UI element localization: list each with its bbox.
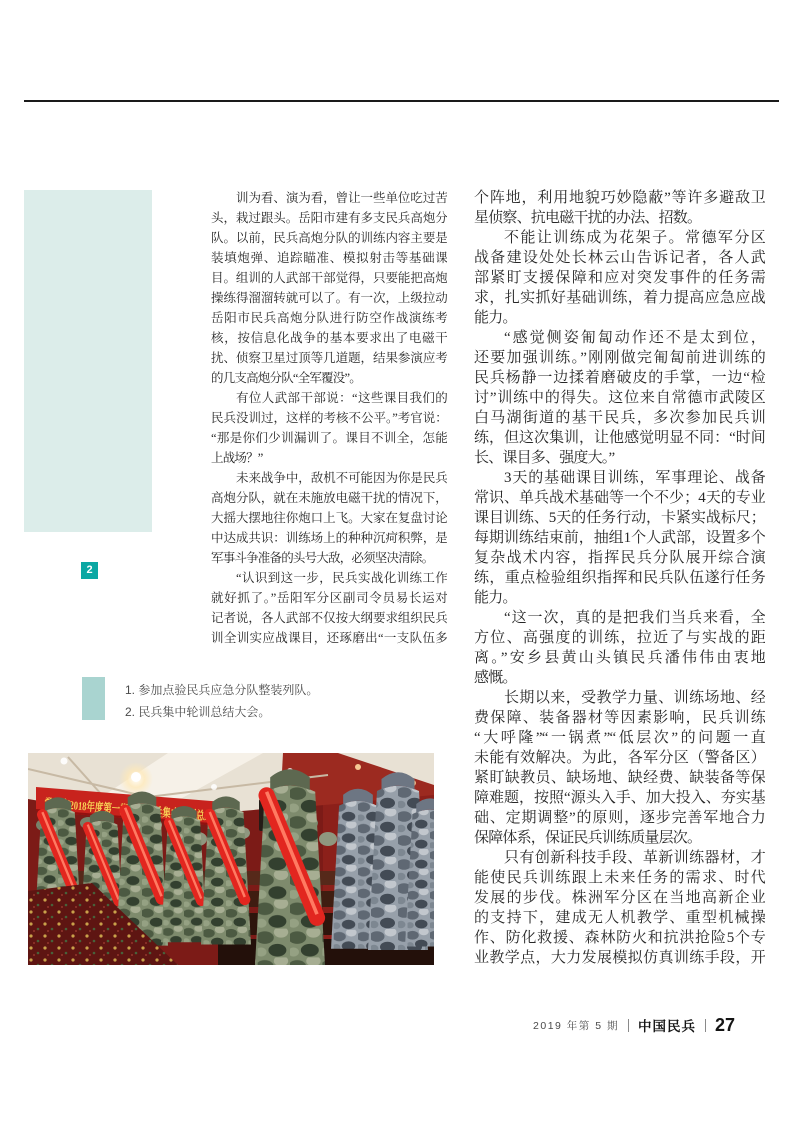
figure-caption: 1. 参加点验民兵应急分队整装列队。 [125,683,319,697]
text-line: 每期训练结束前，抽组1个人武部，设置多个 [474,530,765,546]
text-line: 业教学点，大力发展模拟仿真训练手段，开 [474,950,765,966]
figure-number-markers [81,540,99,584]
text-line: “感觉侧姿匍匐动作还不是太到位， [504,330,765,346]
figure-caption: 2. 民兵集中轮训总结大会。 [125,705,271,719]
text-line: 头，栽过跟头。岳阳市建有多支民兵高炮分 [211,211,447,225]
text-line: 训全训实应战课目，还琢磨出“一支队伍多 [211,631,447,645]
text-line: 民兵没训过，这样的考核不公平。”考官说： [211,411,447,425]
text-line: 有位人武部干部说：“这些课目我们的 [236,391,447,405]
text-line: 紧盯缺教员、缺场地、缺经费、缺装备等保 [474,770,765,786]
text-line: “那是你们少训漏训了。课目不训全，怎能 [211,431,447,445]
text-line: 上战场？” [211,451,263,465]
militia-meeting-photo [28,753,434,965]
text-line: 础、定期调整”的原则，逐步完善军地合力 [474,810,765,826]
text-line: “大呼隆”“一锅煮”“低层次”的问题一直 [474,730,765,746]
text-line: 感慨。 [474,670,517,686]
caption-accent-bar [82,677,105,720]
footer-divider [628,1019,629,1032]
article-column-left [211,188,447,648]
text-line: 作、防化救援、森林防火和抗洪抢险5个专 [474,930,765,946]
text-line: 复杂战术内容，指挥民兵分队展开综合演 [474,550,765,566]
foreground-militia-figure [254,769,326,965]
text-line: 扰、侦察卫星过顶等几道题，结果参演应考 [211,351,447,365]
text-line: 白马湖街道的基干民兵，多次参加民兵训 [474,410,765,426]
figure-marker-badge: 2 [81,562,98,579]
text-line: 记者说，各人武部不仅按大纲要求组织民兵 [211,611,447,625]
footer-divider [705,1019,706,1032]
text-line: 中达成共识：训练场上的种种沉疴积弊，是 [211,531,447,545]
text-line: 常识、单兵战术基础等一个不少；4天的专业 [474,490,765,506]
text-line: 讨”训练中的得失。这位来自常德市武陵区 [474,390,765,406]
text-line: 军事斗争准备的头号大敌，必须坚决清除。 [211,551,434,565]
text-line: 的支持下，建成无人机教学、重型机械操 [474,910,765,926]
militia-meeting-photo-graphic [28,753,434,965]
text-line: 长期以来，受教学力量、训练场地、经 [504,690,765,706]
text-line: 能使民兵训练跟上未来任务的需求、时代 [474,870,765,886]
text-line: 民兵杨静一边揉着磨破皮的手掌，一边“检 [474,370,765,386]
text-line: 求，扎实抓好基础训练，着力提高应急应战 [474,290,765,306]
text-line: “这一次，真的是把我们当兵来看，全 [504,610,765,626]
text-line: 不能让训练成为花架子。常德军分区 [504,230,765,246]
text-line: 大摇大摆地往你炮口上飞。大家在复盘讨论 [211,511,447,525]
text-line: 费保障、装备器材等因素影响，民兵训练 [474,710,765,726]
text-line: 离。”安乡县黄山头镇民兵潘伟伟由衷地 [474,650,765,666]
text-line: 能力。 [474,310,517,326]
text-line: 个阵地，利用地貌巧妙隐蔽”等许多避敌卫 [474,190,765,206]
text-line: 练，重点检验组织指挥和民兵队伍遂行任务 [474,570,765,586]
text-line: 岳阳市民兵高炮分队进行防空作战演练考 [211,311,447,325]
text-line: 装填炮弹、追踪瞄准、模拟射击等基础课 [211,251,447,265]
text-line: 长、课目多、强度大。” [474,450,615,466]
text-line: 操练得溜溜转就可以了。有一次，上级拉动 [211,291,447,305]
figure-marker-badge: 1 [86,542,93,554]
text-line: 只有创新科技手段、革新训练器材，才 [504,850,765,866]
article-column-right [474,188,765,968]
text-line: 部紧盯支援保障和应对突发事件的任务需 [474,270,765,286]
text-line: 的几支高炮分队“全军覆没”。 [211,371,361,385]
text-line: 高炮分队，就在未施放电磁干扰的情况下， [211,491,447,505]
footer-magazine-name: 中国民兵 [637,1019,696,1034]
text-line: 核，按信息化战争的基本要求出了电磁干 [211,331,447,345]
text-line: 保障体系，保证民兵训练质量层次。 [474,830,702,846]
text-line: 能力。 [474,590,517,606]
left-accent-block [24,190,152,532]
text-line: 发展的步伐。株洲军分区在当地高新企业 [474,890,765,906]
text-line: 战备建设处处长林云山告诉记者，各人武 [474,250,765,266]
text-line: 方位、高强度的训练，拉近了与实战的距 [474,630,765,646]
text-line: 就好抓了。”岳阳军分区副司令员易长运对 [211,591,447,605]
text-line: 障难题，按照“源头入手、加大投入、夯实基 [474,790,765,806]
footer-issue: 2019 年第 5 期 [533,1019,619,1032]
page-footer [533,1015,735,1035]
figure-captions [125,679,445,723]
text-line: 3天的基础课目训练，军事理论、战备 [504,470,765,486]
text-line: 星侦察、抗电磁干扰的办法、招数。 [474,210,702,226]
text-line: 未能有效解决。为此，各军分区（警备区） [474,750,765,766]
top-horizontal-rule [24,100,779,102]
text-line: 未来战争中，敌机不可能因为你是民兵 [236,471,447,485]
text-line: 练，但这次集训，让他感觉明显不同：“时间 [474,430,765,446]
text-line: “认识到这一步，民兵实战化训练工作 [236,571,447,585]
text-line: 课目训练、5天的任务行动，卡紧实战标尺； [474,510,765,526]
text-line: 还要加强训练。”刚刚做完匍匐前进训练的 [474,350,765,366]
text-line: 训为看、演为看，曾让一些单位吃过苦 [236,191,447,205]
text-line: 队。以前，民兵高炮分队的训练内容主要是 [211,231,447,245]
footer-page-number: 27 [714,1014,735,1035]
text-line: 目。组训的人武部干部觉得，只要能把高炮 [211,271,447,285]
